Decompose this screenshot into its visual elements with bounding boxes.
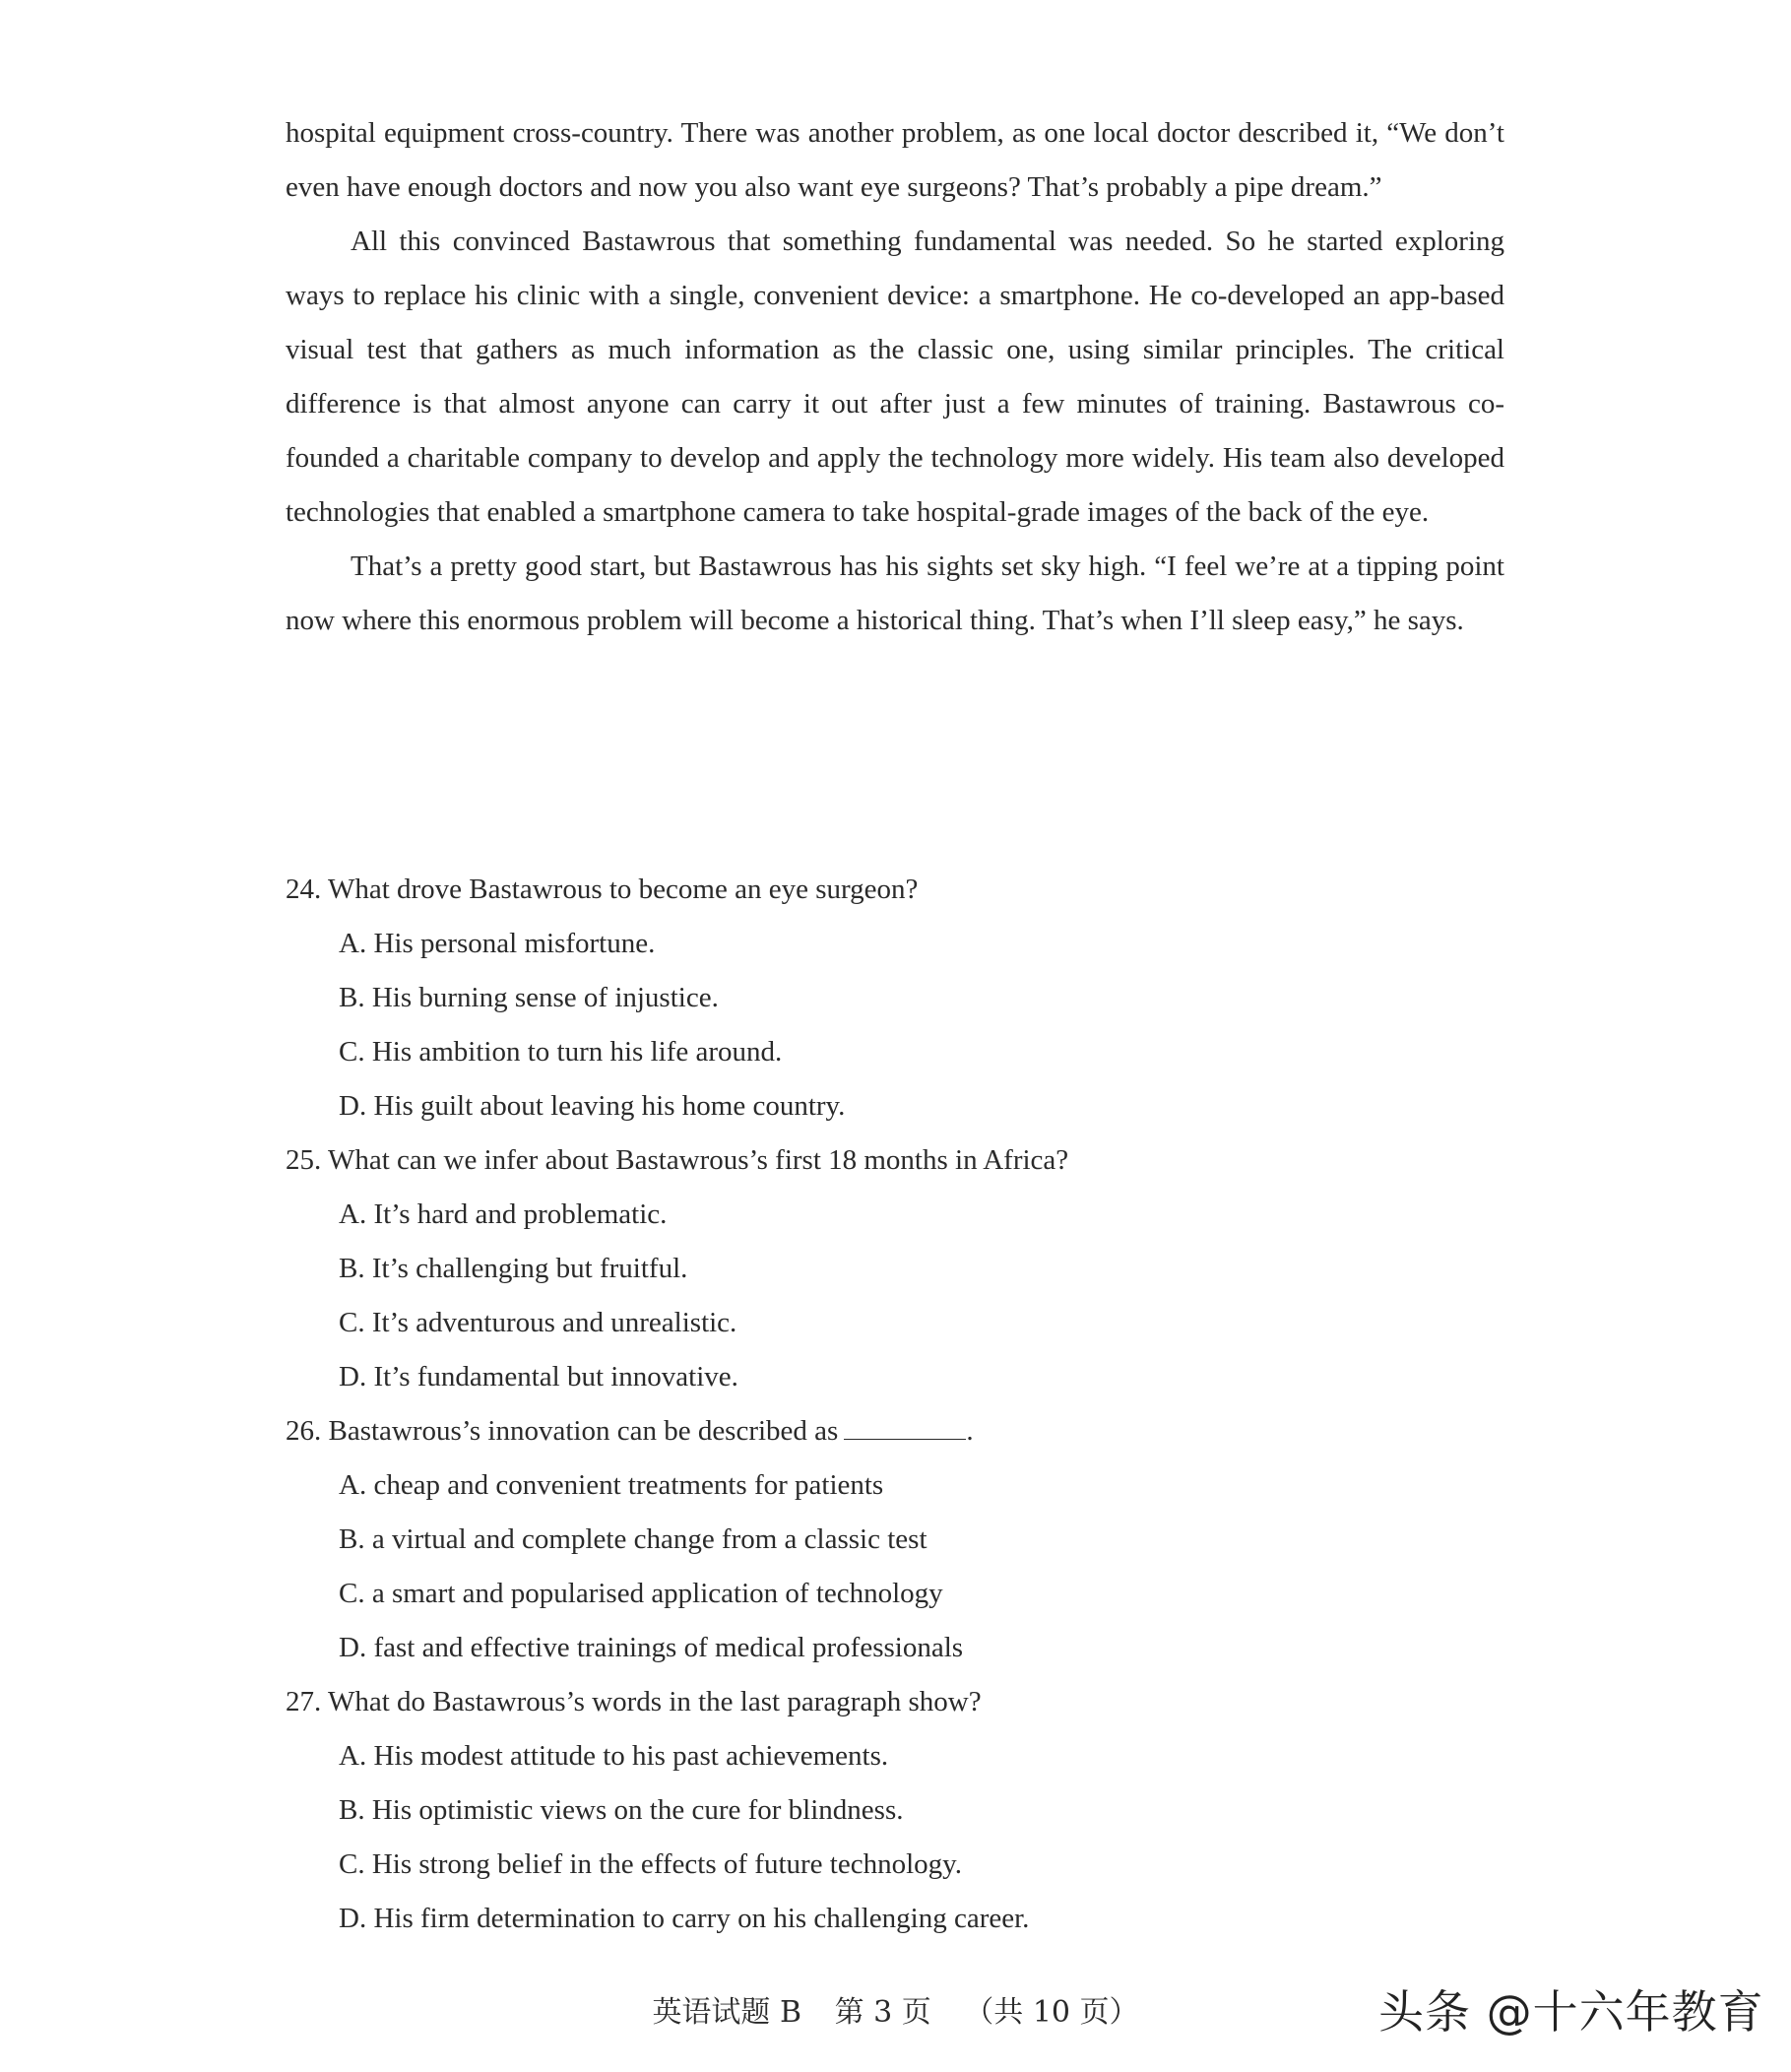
question-26 bbox=[286, 1404, 1504, 1675]
question-stem: 25. What can we infer about Bastawrous’s first 18 months in Africa? bbox=[286, 1144, 1069, 1176]
footer-page-total: （共 10 页） bbox=[964, 1995, 1139, 2030]
option-d: D. It’s fundamental but innovative. bbox=[339, 1361, 738, 1392]
option-a: A. It’s hard and problematic. bbox=[339, 1198, 668, 1230]
option-d: D. fast and effective trainings of medical professionals bbox=[339, 1632, 964, 1663]
question-27 bbox=[286, 1675, 1504, 1946]
passage-paragraph: hospital equipment cross-country. There was another problem, as one local doctor described it, “We don’t even have enough doctors and now you also want eye surgeons? That’s probably a pipe dream.” bbox=[286, 117, 1504, 203]
question-stem: 27. What do Bastawrous’s words in the last paragraph show? bbox=[286, 1686, 982, 1717]
question-25 bbox=[286, 1133, 1504, 1404]
passage-paragraph: That’s a pretty good start, but Bastawrous has his sights set sky high. “I feel we’re at a tipping point now where this enormous problem will become a historical thing. That’s when I’ll sleep easy,” he says. bbox=[286, 550, 1504, 636]
footer-subject: 英语试题 B bbox=[652, 1995, 802, 2030]
answer-blank bbox=[844, 1413, 966, 1440]
question-stem-end: . bbox=[966, 1415, 974, 1447]
question-stem-text: 26. Bastawrous’s innovation can be described as bbox=[286, 1415, 839, 1447]
option-b: B. His optimistic views on the cure for blindness. bbox=[339, 1794, 904, 1826]
option-c: C. a smart and popularised application of technology bbox=[339, 1578, 943, 1609]
option-b: B. It’s challenging but fruitful. bbox=[339, 1253, 688, 1284]
option-a: A. cheap and convenient treatments for patients bbox=[339, 1469, 884, 1501]
option-b: B. His burning sense of injustice. bbox=[339, 982, 719, 1013]
reading-passage bbox=[286, 106, 1504, 648]
option-a: A. His modest attitude to his past achievements. bbox=[339, 1740, 889, 1772]
option-d: D. His firm determination to carry on his challenging career. bbox=[339, 1903, 1030, 1934]
option-c: C. His strong belief in the effects of future technology. bbox=[339, 1848, 963, 1880]
option-b: B. a virtual and complete change from a classic test bbox=[339, 1523, 927, 1555]
question-stem bbox=[286, 1404, 1504, 1458]
question-list bbox=[286, 863, 1504, 1946]
question-24 bbox=[286, 863, 1504, 1133]
watermark: 头条 @十六年教育 bbox=[1378, 1985, 1764, 2039]
option-c: C. It’s adventurous and unrealistic. bbox=[339, 1307, 737, 1338]
option-c: C. His ambition to turn his life around. bbox=[339, 1036, 783, 1068]
option-d: D. His guilt about leaving his home country. bbox=[339, 1090, 846, 1122]
question-stem: 24. What drove Bastawrous to become an eye surgeon? bbox=[286, 874, 919, 905]
footer-page-number: 第 3 页 bbox=[834, 1995, 931, 2030]
passage-paragraph: All this convinced Bastawrous that something fundamental was needed. So he started exploring ways to replace his clinic with a single, convenient device: a smartphone. He co-developed an app-based visual test that gathers as much information as the classic one, using similar principles. The critical difference is that almost anyone can carry it out after just a few minutes of training. Bastawrous co-founded a charitable company to develop and apply the technology more widely. His team also developed technologies that enabled a smartphone camera to take hospital-grade images of the back of the eye. bbox=[286, 226, 1504, 528]
option-a: A. His personal misfortune. bbox=[339, 928, 656, 959]
